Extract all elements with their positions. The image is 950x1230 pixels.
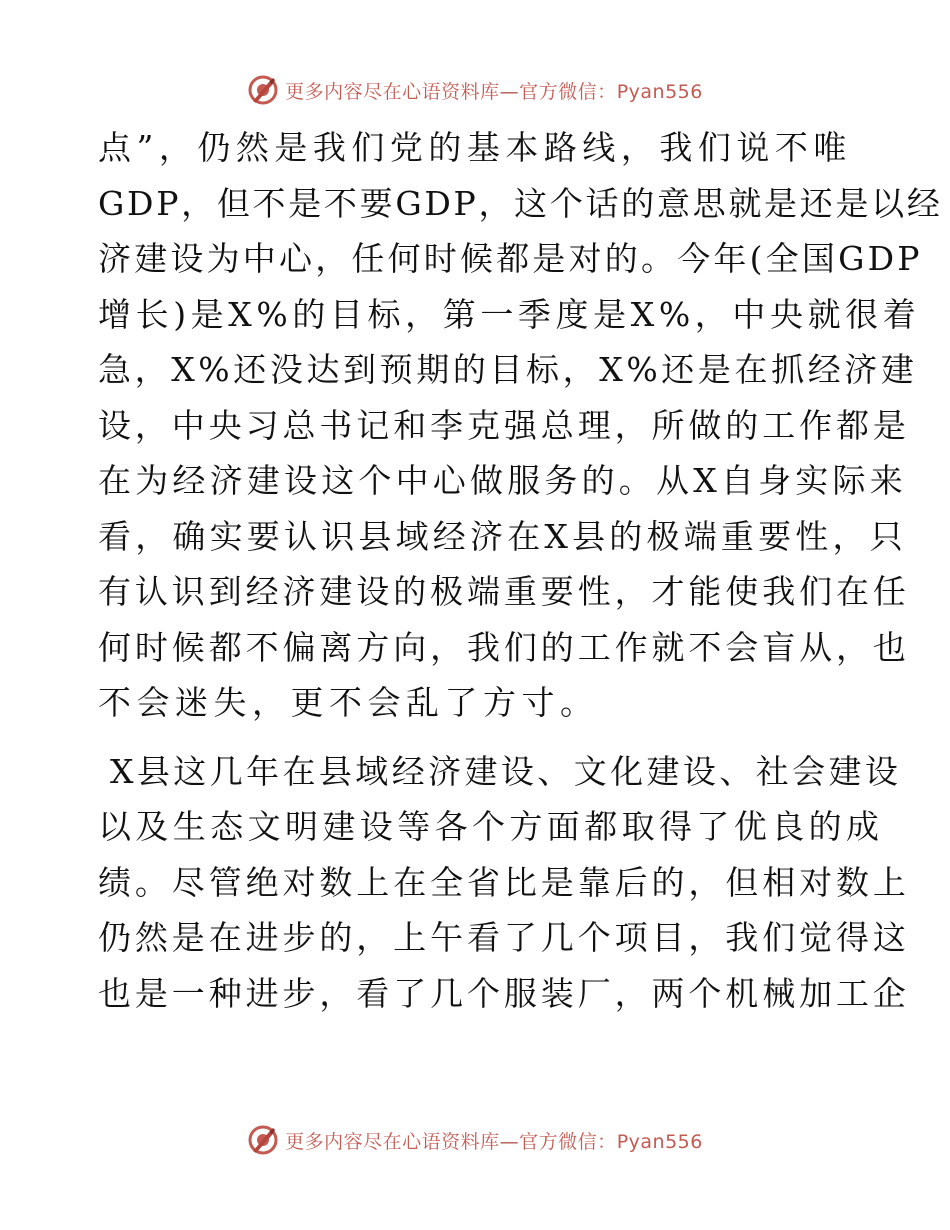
- pen-circle-logo-icon: [247, 1124, 279, 1156]
- text-line: 点”，仍然是我们党的基本路线，我们说不唯: [98, 128, 852, 167]
- paragraph-1: [98, 120, 943, 731]
- paragraph-2: [98, 744, 910, 1022]
- text-line: 济建设为中心，任何时候都是对的。今年(全国GDP: [98, 239, 923, 278]
- text-line: GDP，但不是不要GDP，这个话的意思就是还是以经: [98, 183, 943, 223]
- text-line: 设，中央习总书记和李克强总理，所做的工作都是: [98, 405, 910, 445]
- document-body: [98, 120, 943, 1021]
- text-line: 以及生态文明建设等各个方面都取得了优良的成: [98, 807, 884, 846]
- text-line: 增长)是X%的目标，第一季度是X%，中央就很着: [98, 294, 921, 334]
- header-banner-text: 更多内容尽在心语资料库—官方微信：Pyan556: [285, 80, 703, 103]
- text-line: 急，X%还没达到预期的目标，X%还是在抓经济建: [98, 350, 918, 389]
- pen-circle-logo-icon: [247, 74, 279, 106]
- text-line: 有认识到经济建设的极端重要性，才能使我们在任: [98, 572, 910, 611]
- text-line: 也是一种进步，看了几个服装厂，两个机械加工企: [98, 973, 910, 1013]
- text-line: 绩。尽管绝对数上在全省比是靠后的，但相对数上: [98, 862, 910, 902]
- text-line: 何时候都不偏离方向，我们的工作就不会盲从，也: [98, 627, 910, 667]
- footer-banner-text: 更多内容尽在心语资料库—官方微信：Pyan556: [285, 1130, 703, 1153]
- header-banner: [0, 70, 950, 110]
- text-line: 不会迷失，更不会乱了方寸。: [98, 683, 599, 722]
- text-line: X县这几年在县域经济建设、文化建设、社会建设: [110, 751, 902, 791]
- text-line: 看，确实要认识县域经济在X县的极端重要性，只: [98, 516, 907, 556]
- footer-banner: [0, 1120, 950, 1160]
- text-line: 在为经济建设这个中心做服务的。从X自身实际来: [98, 461, 907, 500]
- text-line: 仍然是在进步的，上午看了几个项目，我们觉得这: [98, 918, 910, 957]
